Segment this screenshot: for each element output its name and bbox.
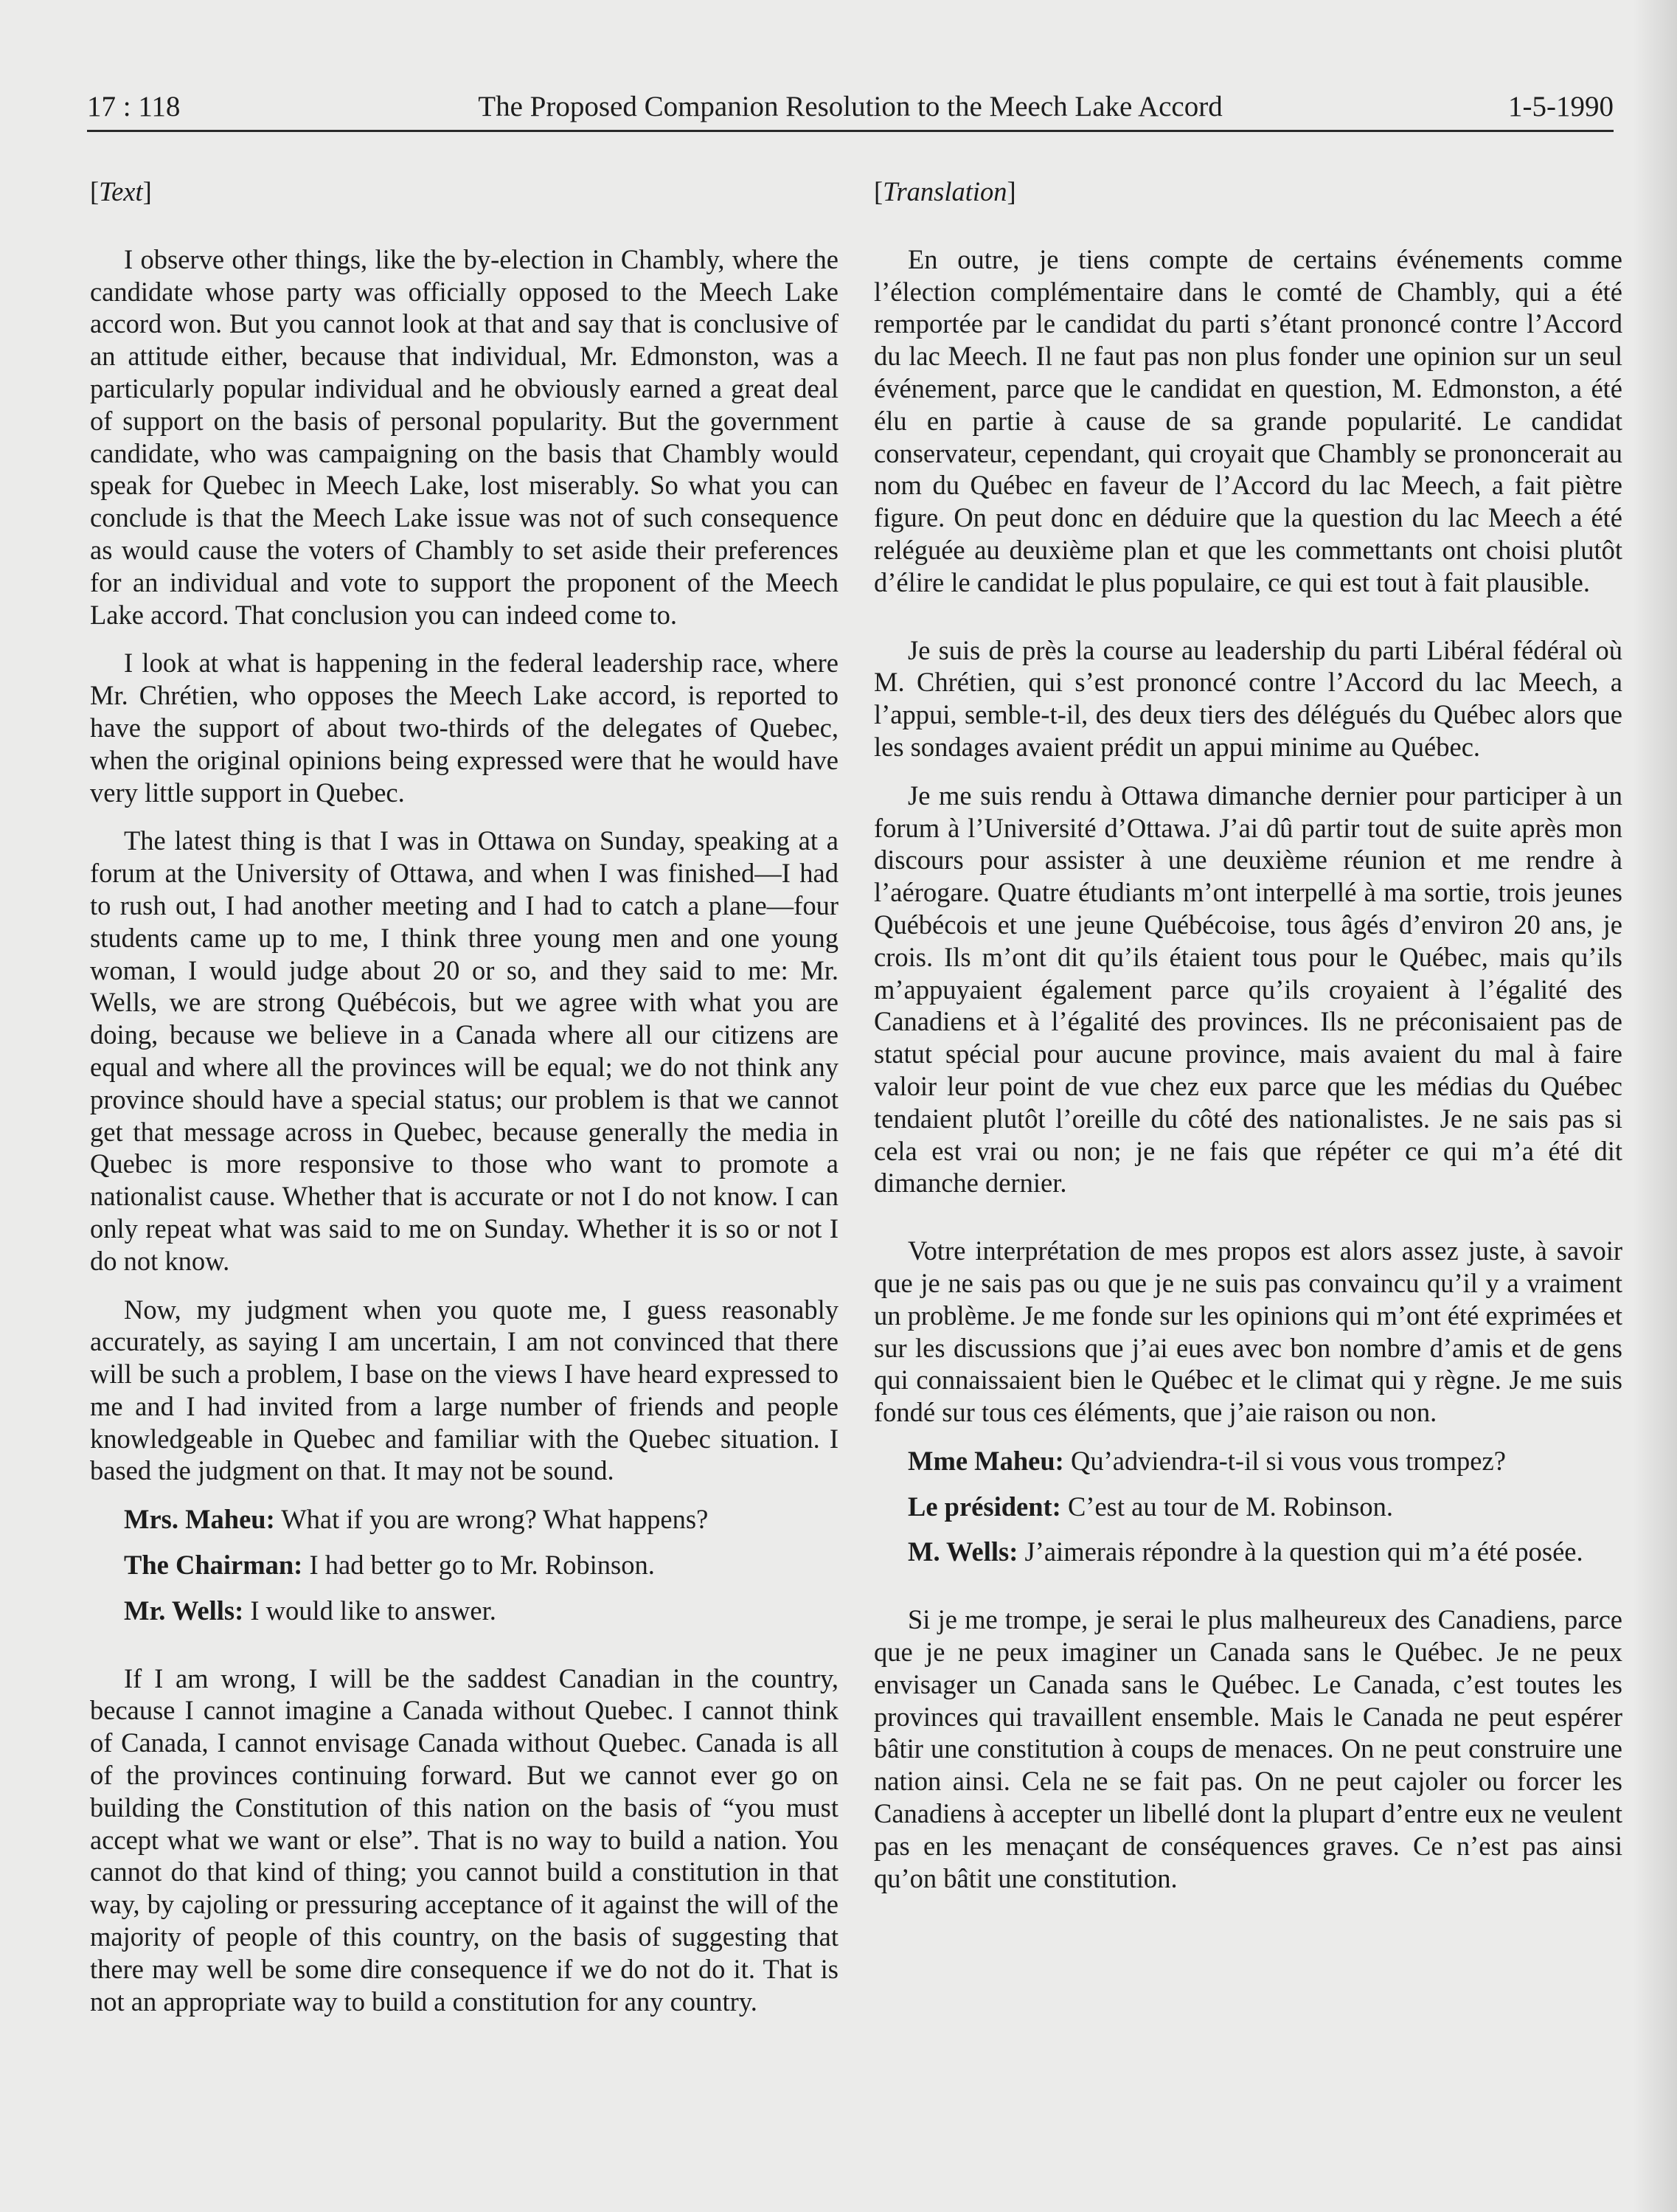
english-column	[90, 176, 838, 2017]
speaker-name: Mrs. Maheu:	[124, 1504, 275, 1535]
running-title: The Proposed Companion Resolution to the Meech Lake Accord	[478, 91, 1223, 122]
paragraph: Si je me trompe, je serai le plus malheureux des Canadiens, parce que je ne peux imaginer un Canada sans le Québec. Je ne peux envisager un Canada sans le Québec. Le Canada, c’est toutes les provinces qui travaillent ensemble. Mais le Canada ne peut espérer bâtir une constitution à coups de menaces. On ne peut construire une nation ainsi. Cela ne se fait pas. On ne peut cajoler ou forcer les Canadiens à accepter un libellé dont la plupart d’entre eux ne veulent pas en les menaçant de conséquences graves. Ce n’est pas ainsi qu’on bâtit une constitution.	[874, 1604, 1622, 1893]
speaker-line: Mrs. Maheu: What if you are wrong? What happens?	[124, 1504, 709, 1535]
speaker-name: Le président:	[908, 1491, 1061, 1522]
paragraph: Je suis de près la course au leadership du parti Libéral fédéral où M. Chrétien, qui s’est prononcé contre l’Accord du lac Meech, a l’appui, semble-t-il, des deux tiers des délégués du Québec alors que les sondages avaient prédit un appui minime au Québec.	[874, 634, 1622, 762]
column-label-translation: [Translation]	[874, 176, 1016, 207]
column-label-text: [Text]	[90, 176, 152, 207]
speaker-name: Mr. Wells:	[124, 1595, 244, 1626]
page-edge-shadow	[1633, 0, 1677, 2212]
speaker-name: M. Wells:	[908, 1536, 1018, 1567]
paragraph: Votre interprétation de mes propos est alors assez juste, à savoir que je ne sais pas ou que je ne suis pas convaincu qu’il y a vraiment un problème. Je me fonde sur les opinions qui m’ont été exprimées et sur les discussions que j’ai eues avec bon nombre d’amis et de gens qui connaissaient bien le Québec et le climat qui y règne. Je me suis fondé sur tous ces éléments, que j’aie raison ou non.	[874, 1235, 1622, 1428]
speaker-line: M. Wells: J’aimerais répondre à la question qui m’a été posée.	[908, 1536, 1583, 1567]
page-date: 1-5-1990	[1508, 91, 1614, 122]
paragraph: Now, my judgment when you quote me, I guess reasonably accurately, as saying I am uncertain, I am not convinced that there will be such a problem, I base on the views I have heard expressed to me and I had invited from a large number of friends and people knowledgeable in Quebec and familiar with the Quebec situation. I based the judgment on that. It may not be sound.	[90, 1294, 838, 1486]
speaker-line: Le président: C’est au tour de M. Robinson.	[908, 1491, 1393, 1522]
paragraph: If I am wrong, I will be the saddest Canadian in the country, because I cannot imagine a Canada without Quebec. I cannot think of Canada, I cannot envisage Canada without Quebec. Canada is all of the provinces continuing forward. But we cannot ever go on building the Constitution of this nation on the basis of “you must accept what we want or else”. That is no way to build a nation. You cannot do that kind of thing; you cannot build a constitution in that way, by cajoling or pressuring acceptance of it against the will of the majority of people of this country, on the basis of suggesting that there may well be some dire consequence if we do not do it. That is not an appropriate way to build a constitution for any country.	[90, 1663, 838, 2017]
paragraph: En outre, je tiens compte de certains événements comme l’élection complémentaire dans le comté de Chambly, qui a été remportée par le candidat du parti s’étant prononcé contre l’Accord du lac Meech. Il ne faut pas non plus fonder une opinion sur un seul événement, parce que le candidat en question, M. Edmonston, a été élu en partie à cause de sa grande popularité. Le candidat conservateur, cependant, qui croyait que Chambly se prononcerait au nom du Québec en faveur de l’Accord du lac Meech, a fait piètre figure. On peut donc en déduire que la question du lac Meech a été reléguée au deuxième plan et que les commettants ont choisi plutôt d’élire le candidat le plus populaire, ce qui est tout à fait plausible.	[874, 243, 1622, 597]
paragraph: I observe other things, like the by-election in Chambly, where the candidate whose party was officially opposed to the Meech Lake accord won. But you cannot look at that and say that is conclusive of an attitude either, because that individual, Mr. Edmonston, was a particularly popular individual and he obviously earned a great deal of support on the basis of personal popularity. But the government candidate, who was campaigning on the basis that Chambly would speak for Quebec in Meech Lake, lost miserably. So what you can conclude is that the Meech Lake issue was not of such consequence as would cause the voters of Chambly to set aside their preferences for an individual and vote to support the proponent of the Meech Lake accord. That conclusion you can indeed come to.	[90, 243, 838, 630]
page-number: 17 : 118	[87, 91, 181, 122]
speaker-name: Mme Maheu:	[908, 1445, 1064, 1476]
paragraph: Je me suis rendu à Ottawa dimanche dernier pour participer à un forum à l’Université d’Ottawa. J’ai dû partir tout de suite après mon discours pour assister à une deuxième réunion et me rendre à l’aérogare. Quatre étudiants m’ont interpellé à ma sortie, trois jeunes Québécois et une jeune Québécoise, tous âgés d’environ 20 ans, je crois. Ils m’ont dit qu’ils étaient tous pour le Québec, mais qu’ils m’appuyaient également parce qu’ils croyaient à l’égalité des Canadiens et à l’égalité des provinces. Ils ne préconisaient pas de statut spécial pour aucune province, mais avaient du mal à faire valoir leur point de vue chez eux parce que les médias du Québec tendaient plutôt l’oreille du côté des nationalistes. Je ne sais pas si cela est vrai ou non; je ne fais que répéter ce qui m’a été dit dimanche dernier.	[874, 780, 1622, 1199]
paragraph: I look at what is happening in the federal leadership race, where Mr. Chrétien, who opposes the Meech Lake accord, is reported to have the support of about two-thirds of the delegates of Quebec, when the original opinions being expressed were that he would have very little support in Quebec.	[90, 648, 838, 808]
speaker-line: Mr. Wells: I would like to answer.	[124, 1595, 496, 1626]
speaker-line: The Chairman: I had better go to Mr. Robinson.	[124, 1550, 655, 1581]
speaker-name: The Chairman:	[124, 1550, 303, 1581]
paragraph: The latest thing is that I was in Ottawa on Sunday, speaking at a forum at the University of Ottawa, and when I was finished—I had to rush out, I had another meeting and I had to catch a plane—four students came up to me, I think three young men and one young woman, I would judge about 20 or so, and they said to me: Mr. Wells, we are strong Québécois, but we agree with what you are doing, because we believe in a Canada where all our citizens are equal and where all the provinces will be equal; we do not think any province should have a special status; our problem is that we cannot get that message across in Quebec, because generally the media in Quebec is more responsive to those who want to promote a nationalist cause. Whether that is accurate or not I do not know. I can only repeat what was said to me on Sunday. Whether it is so or not I do not know.	[90, 825, 838, 1276]
french-column	[874, 176, 1622, 1894]
speaker-line: Mme Maheu: Qu’adviendra-t-il si vous vous trompez?	[908, 1445, 1506, 1476]
page-header	[87, 87, 1614, 132]
